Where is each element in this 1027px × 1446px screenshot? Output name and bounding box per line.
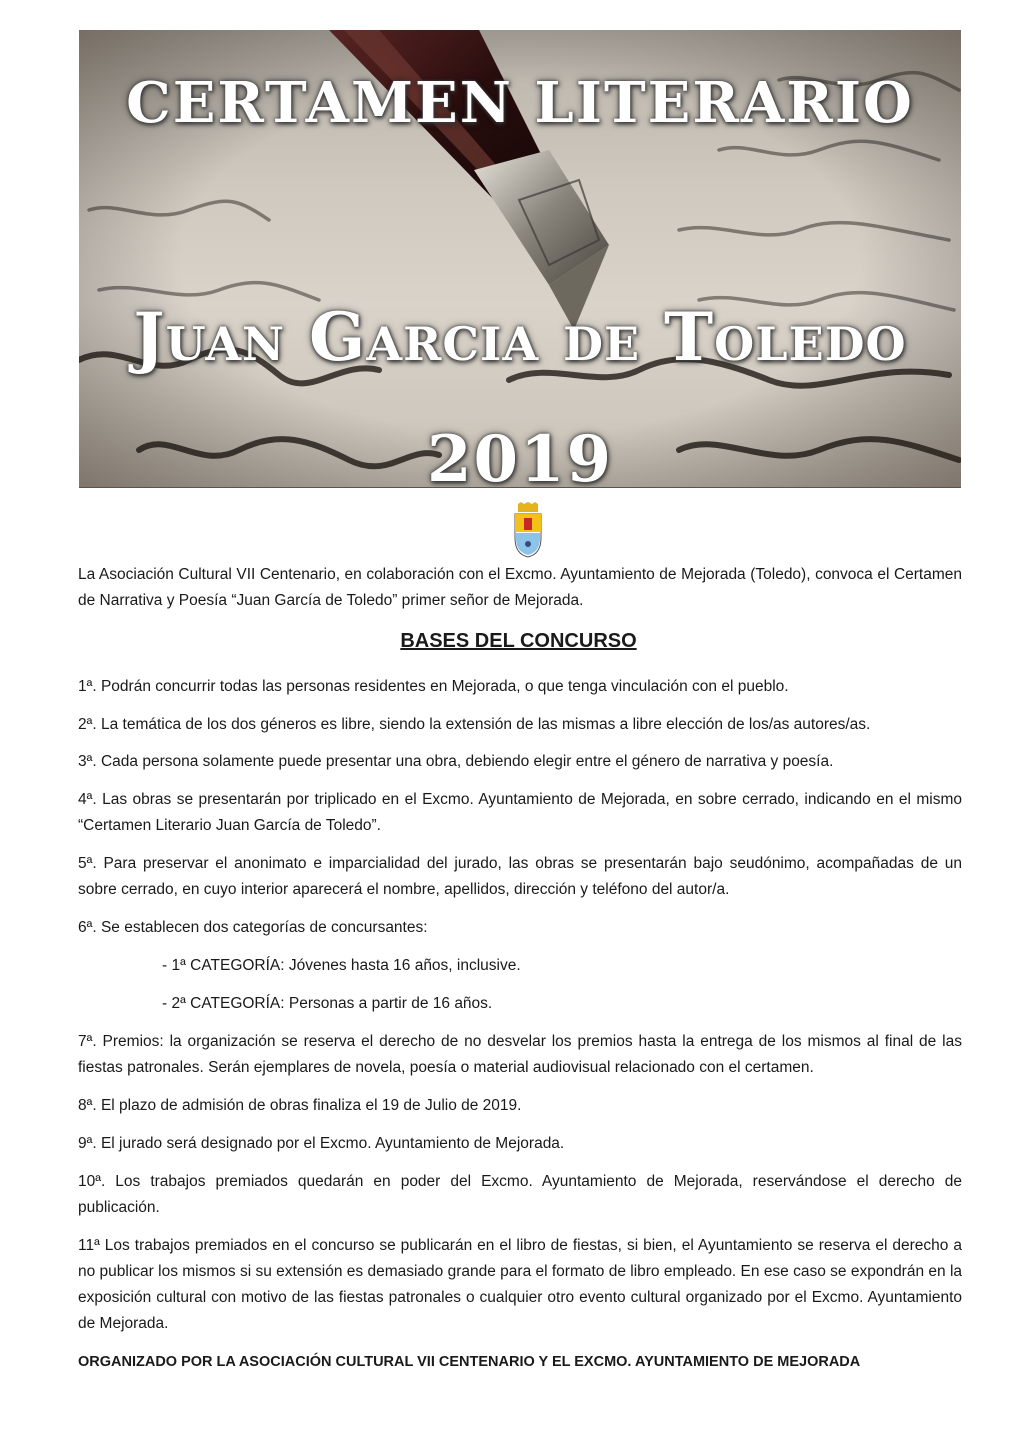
rule-8: 8ª. El plazo de admisión de obras finaliza el 19 de Julio de 2019.: [78, 1097, 522, 1114]
rule-4: 4ª. Las obras se presentarán por triplicado en el Excmo. Ayuntamiento de Mejorada, en sobre cerrado, indicando en el mismo “Certamen Literario Juan García de Toledo”.: [78, 791, 962, 834]
rule-11: 11ª Los trabajos premiados en el concurso se publicarán en el libro de fiestas, si bien, el Ayuntamiento se reserva el derecho a no publicar los mismos si su extensión es demasiado grande para el formato de libro empleado. En ese caso se expondrán en la exposición cultural con motivo de las fiestas patronales o cualquier otro evento cultural organizado por el Excmo. Ayuntamiento de Mejorada.: [78, 1237, 963, 1332]
rule-6: 6ª. Se establecen dos categorías de concursantes:: [78, 919, 428, 936]
coat-of-arms-icon: [512, 502, 544, 558]
category-1: - 1ª CATEGORÍA: Jóvenes hasta 16 años, inclusive.: [162, 957, 521, 974]
rule-1: 1ª. Podrán concurrir todas las personas residentes en Mejorada, o que tenga vinculación con el pueblo.: [78, 678, 789, 695]
category-2: - 2ª CATEGORÍA: Personas a partir de 16 años.: [162, 995, 493, 1012]
banner-year: 2019: [426, 422, 614, 488]
section-heading: BASES DEL CONCURSO: [400, 630, 637, 652]
rule-9: 9ª. El jurado será designado por el Excmo. Ayuntamiento de Mejorada.: [78, 1135, 565, 1152]
rule-5: 5ª. Para preservar el anonimato e imparcialidad del jurado, las obras se presentarán bajo seudónimo, acompañadas de un sobre cerrado, en cuyo interior aparecerá el nombre, apellidos, dirección y teléfono del autor/a.: [78, 855, 962, 898]
banner-title: CERTAMEN LITERARIO: [126, 70, 914, 136]
rule-3: 3ª. Cada persona solamente puede presentar una obra, debiendo elegir entre el género de narrativa y poesía.: [78, 753, 834, 770]
intro-paragraph: La Asociación Cultural VII Centenario, en colaboración con el Excmo. Ayuntamiento de Mejorada (Toledo), convoca el Certamen de Narrativa y Poesía “Juan García de Toledo” primer señor de Mejorada.: [78, 566, 962, 609]
rule-2: 2ª. La temática de los dos géneros es libre, siendo la extensión de las mismas a libre elección de los/as autores/as.: [78, 716, 871, 733]
rule-10: 10ª. Los trabajos premiados quedarán en poder del Excmo. Ayuntamiento de Mejorada, reservándose el derecho de publicación.: [78, 1173, 962, 1216]
banner-subtitle: Juan Garcia de Toledo: [133, 298, 907, 376]
footer-organizers: ORGANIZADO POR LA ASOCIACIÓN CULTURAL VII CENTENARIO Y EL EXCMO. AYUNTAMIENTO DE MEJORADA: [78, 1354, 861, 1370]
rule-7: 7ª. Premios: la organización se reserva el derecho de no desvelar los premios hasta la entrega de los mismos al final de las fiestas patronales. Serán ejemplares de novela, poesía o material audiovisual relacionado con el certamen.: [78, 1033, 962, 1076]
header-banner: [79, 30, 961, 488]
